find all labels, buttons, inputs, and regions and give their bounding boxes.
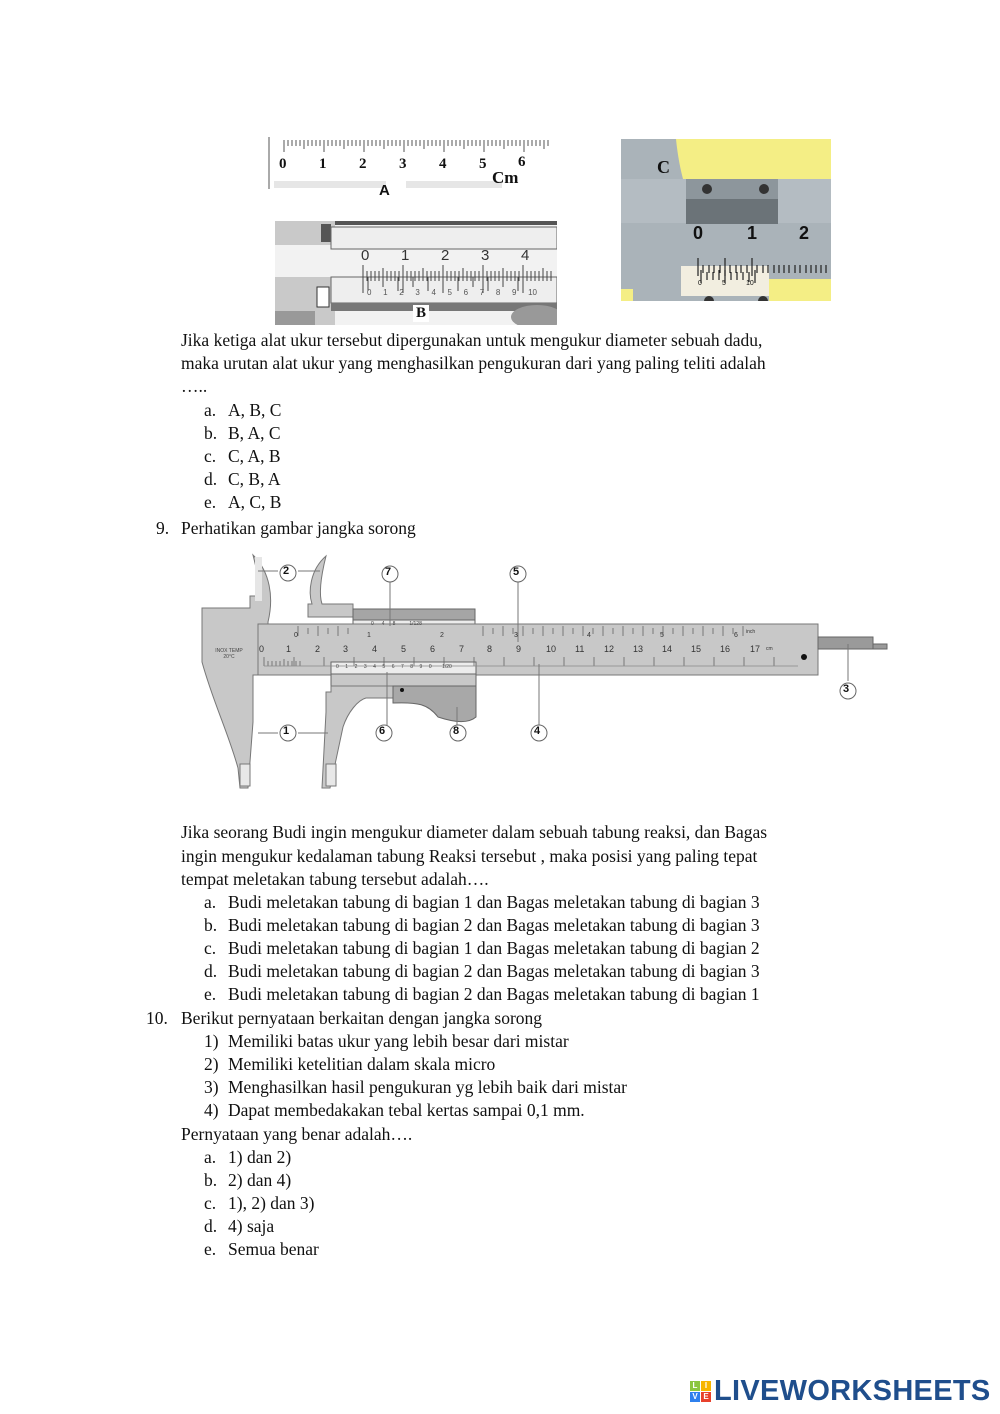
statement-number: 2) xyxy=(204,1054,219,1074)
vernier-top-label: 8 xyxy=(392,621,396,627)
q9-question-line-3: tempat meletakan tabung tersebut adalah…. xyxy=(181,869,489,889)
cm-label: 4 xyxy=(372,644,378,654)
option-text: Budi meletakan tabung di bagian 2 dan Bagas meletakan tabung di bagian 1 xyxy=(228,984,760,1004)
cm-label: 1 xyxy=(286,644,292,654)
vernier-label: 1 xyxy=(383,288,388,297)
liveworksheets-logo[interactable] xyxy=(690,1375,991,1407)
inch-label: 6 xyxy=(734,632,738,639)
vernier-bottom-label: 1 xyxy=(345,664,349,670)
ruler-a-tick-2: 2 xyxy=(359,156,367,172)
option-letter: d. xyxy=(204,469,218,489)
q8-question-line-2: maka urutan alat ukur yang menghasilkan pengukuran dari yang paling teliti adalah xyxy=(181,353,766,373)
logo-tile: L xyxy=(690,1381,700,1391)
cm-label: 3 xyxy=(343,644,349,654)
question-title: Perhatikan gambar jangka sorong xyxy=(181,518,416,538)
vernier-bottom-label: 0 xyxy=(428,664,432,670)
vernier-bottom-label: 8 xyxy=(410,664,414,670)
statement-text: Menghasilkan hasil pengukuran yg lebih baik dari mistar xyxy=(228,1077,628,1097)
inox-temp-label: INOX TEMP 20°C xyxy=(215,648,243,660)
figure-b-label: B xyxy=(413,305,429,322)
vernier-top-resolution: 1/128 xyxy=(409,621,422,627)
q10-statements xyxy=(204,1030,627,1122)
option-letter: b. xyxy=(204,915,218,935)
q10-option-e[interactable] xyxy=(204,1238,319,1261)
q10-statement-4 xyxy=(204,1099,627,1122)
option-letter: d. xyxy=(204,961,218,981)
option-text: 1) dan 2) xyxy=(228,1147,292,1167)
inch-label: 4 xyxy=(587,632,591,639)
caliper-b-vernier-labels xyxy=(367,288,537,297)
inch-label: 2 xyxy=(440,632,444,639)
cm-unit: cm xyxy=(766,646,773,652)
inch-label: 3 xyxy=(514,632,518,639)
q9-question-line-1: Jika seorang Budi ingin mengukur diameter dalam sebuah tabung reaksi, dan Bagas xyxy=(181,822,768,842)
option-letter: c. xyxy=(204,938,217,958)
q8-option-a[interactable] xyxy=(204,399,281,422)
option-letter: e. xyxy=(204,492,217,512)
option-text: C, A, B xyxy=(228,446,281,466)
question-number: 9. xyxy=(156,518,170,538)
inch-label: 0 xyxy=(294,632,298,639)
caliper-c-drawing xyxy=(621,139,831,301)
liveworksheets-logo-icon xyxy=(690,1381,711,1402)
logo-tile: V xyxy=(690,1392,700,1402)
ruler-a-tick-0: 0 xyxy=(279,156,287,172)
callout-5: 5 xyxy=(513,566,520,578)
option-letter: c. xyxy=(204,446,217,466)
cm-label: 5 xyxy=(401,644,407,654)
q8-option-d[interactable] xyxy=(204,468,281,491)
q9-option-d[interactable] xyxy=(204,960,760,983)
cm-label: 17 xyxy=(750,644,761,654)
cm-label: 7 xyxy=(459,644,465,654)
callout-2: 2 xyxy=(283,565,290,577)
q9-option-b[interactable] xyxy=(204,914,760,937)
vernier-top-label: 0 xyxy=(371,621,374,627)
option-text: 2) dan 4) xyxy=(228,1170,292,1190)
vernier-bottom-label: 7 xyxy=(400,664,404,670)
option-letter: e. xyxy=(204,1239,217,1259)
option-text: Budi meletakan tabung di bagian 1 dan Bagas meletakan tabung di bagian 2 xyxy=(228,938,760,958)
vernier-label: 10 xyxy=(528,288,537,297)
statement-text: Memiliki ketelitian dalam skala micro xyxy=(228,1054,496,1074)
cm-label: 14 xyxy=(662,644,673,654)
option-letter: d. xyxy=(204,1216,218,1236)
q8-option-e[interactable] xyxy=(204,491,281,514)
inch-unit: inch xyxy=(746,629,756,635)
q8-question-line-1: Jika ketiga alat ukur tersebut dipergunakan untuk mengukur diameter sebuah dadu, xyxy=(181,330,763,350)
q10-statement-3 xyxy=(204,1076,627,1099)
option-letter: c. xyxy=(204,1193,217,1213)
q10-option-b[interactable] xyxy=(204,1169,319,1192)
cm-label: 12 xyxy=(604,644,615,654)
cm-label: 15 xyxy=(691,644,702,654)
q9-heading xyxy=(156,517,416,540)
q10-option-d[interactable] xyxy=(204,1215,319,1238)
q8-question-line-3: ….. xyxy=(181,376,208,396)
cm-label: 9 xyxy=(516,644,522,654)
option-text: Budi meletakan tabung di bagian 2 dan Bagas meletakan tabung di bagian 3 xyxy=(228,961,760,981)
vernier-bottom-label: 5 xyxy=(382,664,386,670)
cm-label: 6 xyxy=(430,644,436,654)
callout-6: 6 xyxy=(379,725,386,737)
vernier-label: 8 xyxy=(495,288,501,297)
option-text: A, C, B xyxy=(228,492,282,512)
option-text: Semua benar xyxy=(228,1239,319,1259)
option-text: C, B, A xyxy=(228,469,281,489)
ruler-a-tick-6: 6 xyxy=(518,154,526,170)
vernier-label: 4 xyxy=(431,288,436,297)
q10-statement-1 xyxy=(204,1030,627,1053)
vernier-top-label: 4 xyxy=(381,621,385,627)
caliper-image-c xyxy=(621,139,831,301)
figure-a-label: A xyxy=(379,182,390,199)
vernier-label: 5 xyxy=(447,288,452,297)
option-text: Budi meletakan tabung di bagian 1 dan Bagas meletakan tabung di bagian 3 xyxy=(228,892,760,912)
question-number: 10. xyxy=(146,1008,168,1028)
option-text: Budi meletakan tabung di bagian 2 dan Bagas meletakan tabung di bagian 3 xyxy=(228,915,760,935)
ruler-a-tick-1: 1 xyxy=(319,156,327,172)
logo-tile: I xyxy=(701,1381,711,1391)
vernier-bottom-label: 0 xyxy=(336,664,339,670)
statement-text: Memiliki batas ukur yang lebih besar dari mistar xyxy=(228,1031,569,1051)
option-letter: b. xyxy=(204,1170,218,1190)
caliper-image-b xyxy=(275,221,557,325)
option-letter: b. xyxy=(204,423,218,443)
caliper-b-main-1: 1 xyxy=(401,247,410,264)
option-text: A, B, C xyxy=(228,400,282,420)
cm-label: 8 xyxy=(487,644,493,654)
option-text: B, A, C xyxy=(228,423,281,443)
vernier-bottom-label: 4 xyxy=(373,664,376,670)
callout-7: 7 xyxy=(385,566,392,578)
caliper-c-main-1: 1 xyxy=(747,223,758,243)
q10-option-a[interactable] xyxy=(204,1146,319,1169)
cm-label: 0 xyxy=(259,644,265,654)
q9-option-c[interactable] xyxy=(204,937,760,960)
liveworksheets-logo-text: LIVEWORKSHEETS xyxy=(714,1374,991,1407)
q8-options xyxy=(204,399,281,514)
q10-heading xyxy=(146,1007,542,1030)
option-letter: a. xyxy=(204,1147,217,1167)
caliper-c-main-2: 2 xyxy=(799,223,810,243)
vernier-bottom-label: 9 xyxy=(419,664,423,670)
caliper-diagram-drawing xyxy=(198,552,890,800)
callout-4: 4 xyxy=(534,725,541,737)
vernier-bottom-label: 2 xyxy=(354,664,358,670)
ruler-a-unit: Cm xyxy=(492,168,519,187)
vernier-caliper-diagram xyxy=(198,552,890,800)
inch-label: 5 xyxy=(660,632,664,639)
callout-1: 1 xyxy=(283,725,290,737)
option-text: 4) saja xyxy=(228,1216,275,1236)
inch-label: 1 xyxy=(367,632,371,639)
q10-statement-2 xyxy=(204,1053,627,1076)
callout-8: 8 xyxy=(453,725,460,737)
caliper-c-vernier-5: 5 xyxy=(722,280,726,287)
option-letter: e. xyxy=(204,984,217,1004)
ruler-image-a xyxy=(268,137,560,199)
vernier-label: 0 xyxy=(367,288,372,297)
q9-question-line-2: ingin mengukur kedalaman tabung Reaksi tersebut , maka posisi yang paling tepat xyxy=(181,846,758,866)
vernier-bottom-label: 6 xyxy=(391,664,395,670)
q8-option-c[interactable] xyxy=(204,445,281,468)
vernier-label: 3 xyxy=(415,288,420,297)
ruler-a-tick-5: 5 xyxy=(479,156,487,172)
vernier-label: 9 xyxy=(511,288,517,297)
ruler-a-tick-3: 3 xyxy=(399,156,407,172)
vernier-label: 2 xyxy=(399,288,404,297)
cm-label: 16 xyxy=(720,644,731,654)
q8-option-b[interactable] xyxy=(204,422,281,445)
logo-tile: E xyxy=(701,1392,711,1402)
cm-label: 2 xyxy=(315,644,321,654)
cm-label: 10 xyxy=(546,644,557,654)
caliper-b-main-2: 2 xyxy=(441,247,450,264)
caliper-c-main-0: 0 xyxy=(693,223,704,243)
vernier-bottom-label: 3 xyxy=(363,664,367,670)
statement-number: 4) xyxy=(204,1100,219,1120)
q10-option-c[interactable] xyxy=(204,1192,319,1215)
statement-number: 1) xyxy=(204,1031,219,1051)
vernier-label: 7 xyxy=(479,288,485,297)
caliper-b-main-4: 4 xyxy=(521,247,530,264)
caliper-c-vernier-10: 10 xyxy=(746,280,754,287)
figure-c-label: C xyxy=(657,157,670,177)
option-text: 1), 2) dan 3) xyxy=(228,1193,315,1213)
q9-options xyxy=(204,891,760,1006)
caliper-c-vernier-0: 0 xyxy=(698,280,702,287)
q9-option-e[interactable] xyxy=(204,983,760,1006)
caliper-b-main-3: 3 xyxy=(481,247,490,264)
vernier-top-labels xyxy=(371,621,422,627)
caliper-b-main-0: 0 xyxy=(361,247,370,264)
option-letter: a. xyxy=(204,400,217,420)
question-title: Berikut pernyataan berkaitan dengan jangka sorong xyxy=(181,1008,543,1028)
q10-prompt: Pernyataan yang benar adalah…. xyxy=(181,1124,413,1144)
ruler-a-tick-4: 4 xyxy=(439,156,447,172)
statement-number: 3) xyxy=(204,1077,219,1097)
q9-option-a[interactable] xyxy=(204,891,760,914)
option-letter: a. xyxy=(204,892,217,912)
cm-label: 11 xyxy=(575,644,585,654)
vernier-bottom-labels xyxy=(336,664,452,670)
q10-options xyxy=(204,1146,319,1261)
cm-label: 13 xyxy=(633,644,644,654)
callout-3: 3 xyxy=(843,683,850,695)
statement-text: Dapat membedakakan tebal kertas sampai 0,1 mm. xyxy=(228,1100,585,1120)
vernier-bottom-resolution: 1/20 xyxy=(442,664,452,670)
vernier-label: 6 xyxy=(463,288,469,297)
